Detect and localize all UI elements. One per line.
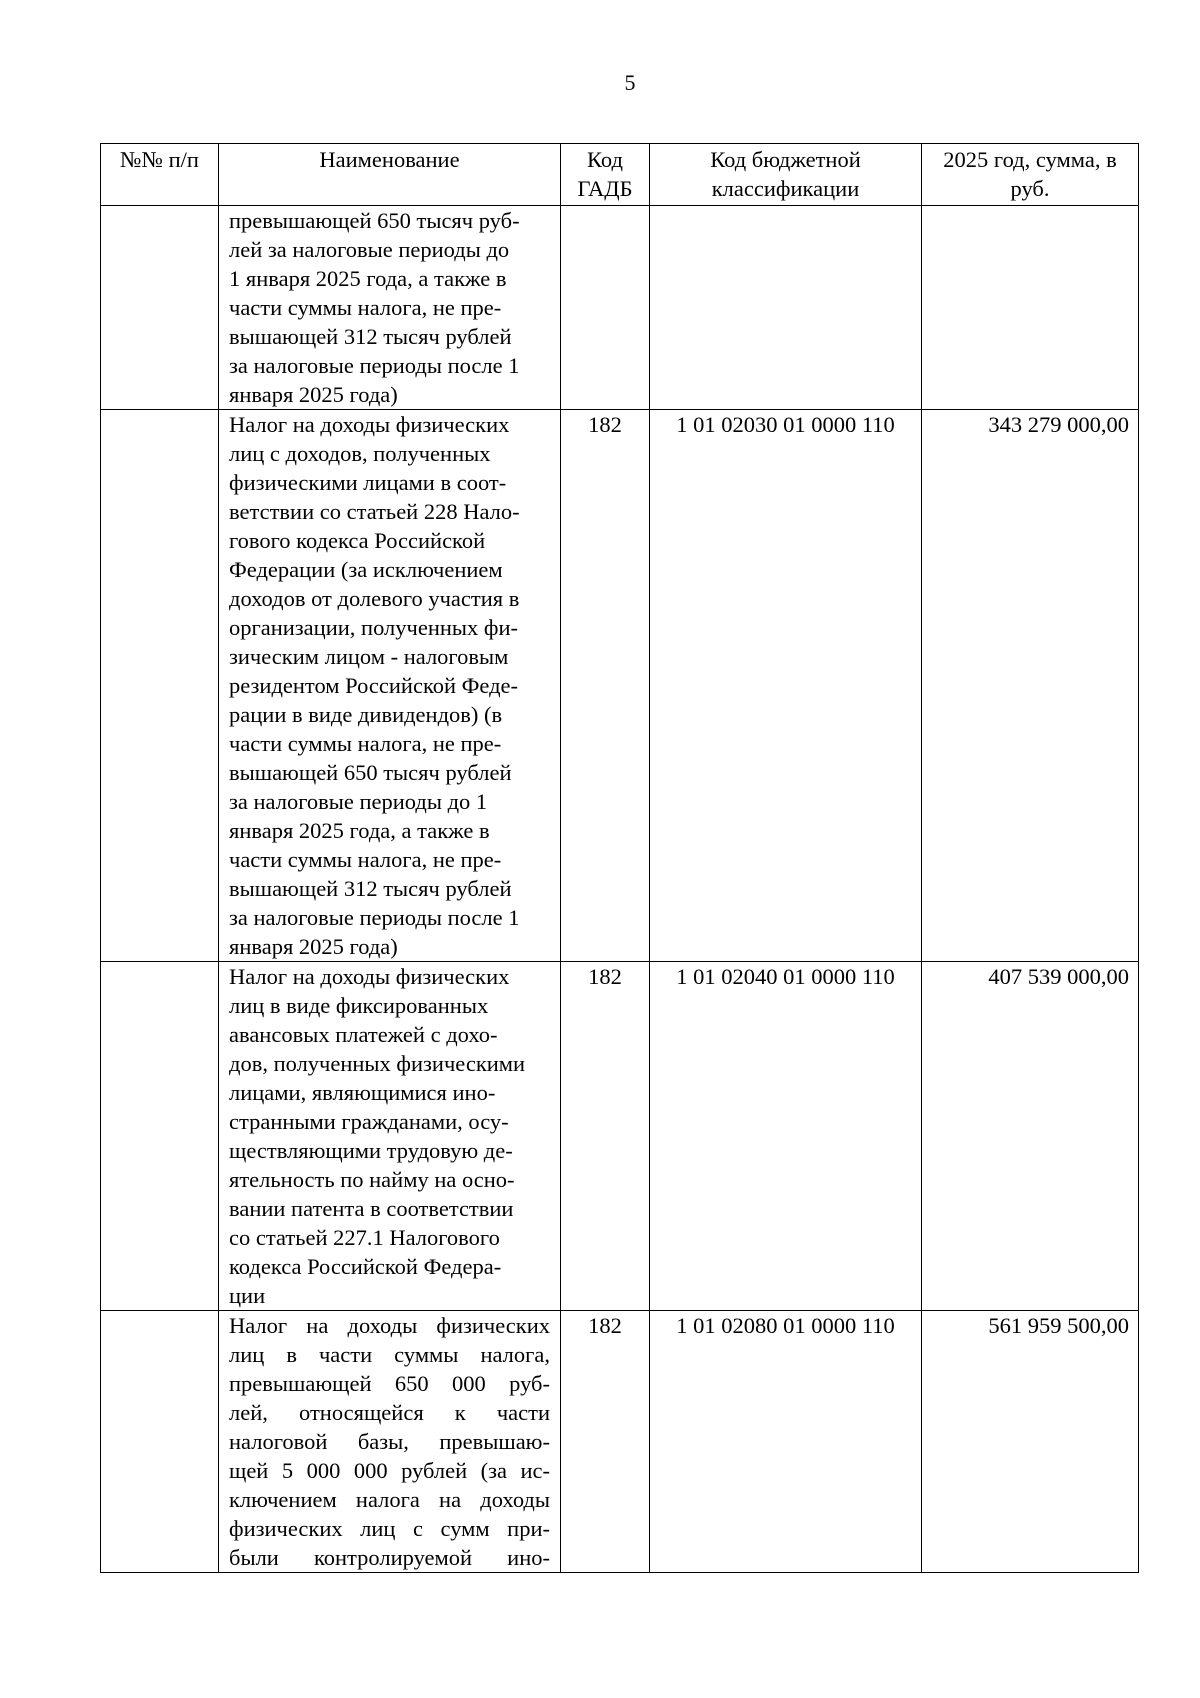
name-text-line: кодекса Российской Федера- (229, 1254, 502, 1279)
name-text-line: января 2025 года) (229, 382, 398, 407)
name-text-line: превышающей 650 тысяч руб- (229, 208, 520, 233)
row-sum-2025: 343 279 000,00 (922, 410, 1139, 962)
name-text-line: Налог на доходы физических (229, 964, 510, 989)
row-gadb-code (561, 206, 650, 410)
name-text-line: за налоговые периоды после 1 (229, 905, 520, 930)
page-number: 5 (624, 70, 636, 95)
header-row (101, 144, 1139, 206)
name-text-line: физическими лицами в соот- (229, 470, 507, 495)
header-kbk: Код бюджетной классификации (650, 144, 922, 206)
table-row (101, 962, 1139, 1311)
name-text-line: части суммы налога, не пре- (229, 847, 502, 872)
budget-revenue-table (100, 143, 1139, 1573)
header-gadb: Код ГАДБ (561, 144, 650, 206)
table-body (101, 206, 1139, 1573)
row-gadb-code: 182 (561, 410, 650, 962)
row-number-cell (101, 206, 219, 410)
row-gadb-code: 182 (561, 1311, 650, 1573)
name-text-line: ключением налога на доходы (229, 1487, 550, 1512)
name-text-line: со статьей 227.1 Налогового (229, 1225, 500, 1250)
name-text-line: резидентом Российской Феде- (229, 673, 519, 698)
name-text-line: ции (229, 1283, 266, 1308)
name-text-line: Налог на доходы физических (229, 412, 510, 437)
name-text-line: за налоговые периоды после 1 (229, 353, 520, 378)
row-name-cell (219, 1311, 561, 1573)
name-text-line: вышающей 650 тысяч рублей (229, 760, 512, 785)
name-text-line: лицами, являющимися ино- (229, 1080, 496, 1105)
name-text-line: части суммы налога, не пре- (229, 295, 502, 320)
table-header (101, 144, 1139, 206)
row-sum-2025 (922, 206, 1139, 410)
name-text-line: 1 января 2025 года, а также в (229, 266, 507, 291)
row-number-cell (101, 1311, 219, 1573)
row-sum-2025: 407 539 000,00 (922, 962, 1139, 1311)
name-text-line: вании патента в соответствии (229, 1196, 514, 1221)
header-name: Наименование (219, 144, 561, 206)
row-number-cell (101, 410, 219, 962)
name-text-line: ветствии со статьей 228 Нало- (229, 499, 520, 524)
name-text-line: вышающей 312 тысяч рублей (229, 876, 512, 901)
row-budget-classification-code: 1 01 02030 01 0000 110 (650, 410, 922, 962)
name-text-line: физических лиц с сумм при- (229, 1516, 550, 1541)
name-text-line: лей за налоговые периоды до (229, 237, 510, 262)
name-text-line: рации в виде дивидендов) (в (229, 702, 503, 727)
name-text-line: лей, относящейся к части (229, 1400, 550, 1425)
name-text-line: гового кодекса Российской (229, 528, 486, 553)
name-text-line: ществляющими трудовую де- (229, 1138, 513, 1163)
table-row (101, 410, 1139, 962)
name-text-line: Налог на доходы физических (229, 1313, 550, 1338)
name-text-line: авансовых платежей с дохо- (229, 1022, 498, 1047)
row-budget-classification-code (650, 206, 922, 410)
name-text-line: превышающей 650 000 руб- (229, 1371, 550, 1396)
row-name-cell (219, 206, 561, 410)
name-text-line: странными гражданами, осу- (229, 1109, 509, 1134)
name-text-line: щей 5 000 000 рублей (за ис- (229, 1458, 550, 1483)
header-num: №№ п/п (101, 144, 219, 206)
row-budget-classification-code: 1 01 02080 01 0000 110 (650, 1311, 922, 1573)
name-text-line: января 2025 года, а также в (229, 818, 490, 843)
row-gadb-code: 182 (561, 962, 650, 1311)
row-budget-classification-code: 1 01 02040 01 0000 110 (650, 962, 922, 1311)
name-text-line: лиц с доходов, полученных (229, 441, 491, 466)
name-text-line: лиц в части суммы налога, (229, 1342, 550, 1367)
name-text-line: налоговой базы, превышаю- (229, 1429, 550, 1454)
name-text-line: вышающей 312 тысяч рублей (229, 324, 512, 349)
name-text-line: января 2025 года) (229, 934, 398, 959)
row-number-cell (101, 962, 219, 1311)
name-text-line: доходов от долевого участия в (229, 586, 520, 611)
row-name-cell (219, 410, 561, 962)
table-row (101, 1311, 1139, 1573)
row-sum-2025: 561 959 500,00 (922, 1311, 1139, 1573)
name-text-line: части суммы налога, не пре- (229, 731, 502, 756)
name-text-line: были контролируемой ино- (229, 1545, 550, 1570)
header-sum: 2025 год, сумма, в руб. (922, 144, 1139, 206)
name-text-line: за налоговые периоды до 1 (229, 789, 488, 814)
name-text-line: зическим лицом - налоговым (229, 644, 509, 669)
name-text-line: дов, полученных физическими (229, 1051, 526, 1076)
name-text-line: ятельность по найму на осно- (229, 1167, 515, 1192)
name-text-line: лиц в виде фиксированных (229, 993, 489, 1018)
name-text-line: организации, полученных фи- (229, 615, 519, 640)
row-name-cell (219, 962, 561, 1311)
table-row (101, 206, 1139, 410)
name-text-line: Федерации (за исключением (229, 557, 503, 582)
